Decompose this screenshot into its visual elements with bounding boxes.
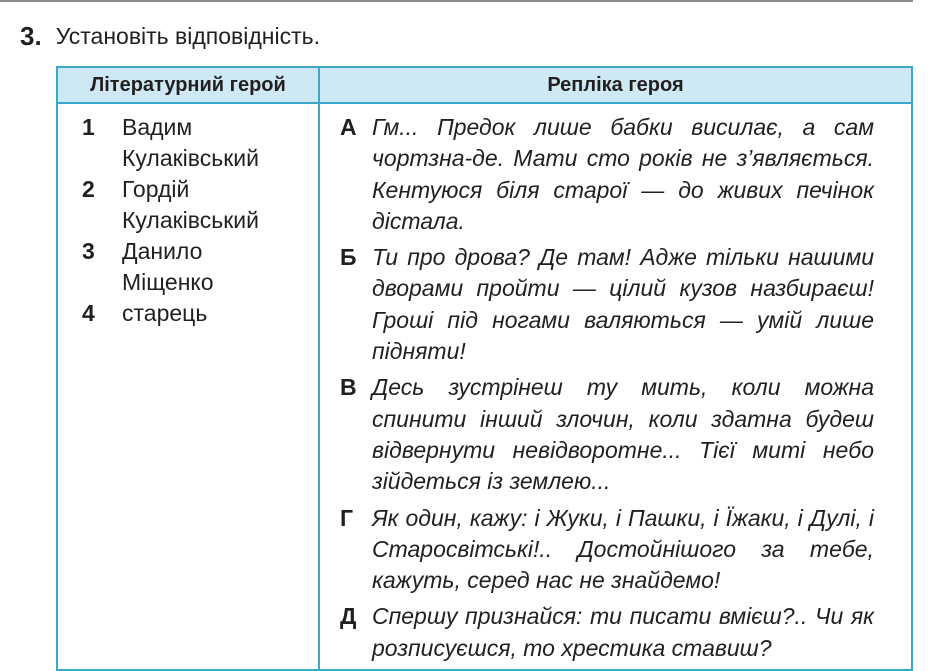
line-text: Ти про дрова? Де там! Адже тільки нашими дворами пройти — цілий кузов назбираєш! Гроші під ногами валяються — умій лише підняти! — [372, 244, 874, 365]
header-hero: Літературний герой — [57, 67, 319, 103]
hero-item — [82, 298, 318, 329]
hero-name: старець — [122, 300, 208, 326]
line-text: Гм... Предок лише бабки висилає, а сам чортзна-де. Мати сто років не з’являється. Кентуюся біля старої — до живих печінок дістала. — [372, 114, 874, 234]
line-item — [340, 601, 911, 664]
line-item — [340, 112, 911, 237]
line-letter: Г — [340, 504, 354, 531]
table-body-row — [57, 103, 912, 670]
line-letter: Д — [340, 603, 357, 630]
hero-item — [82, 112, 318, 174]
matching-table — [56, 66, 913, 671]
hero-item — [82, 174, 318, 236]
line-item — [340, 242, 911, 367]
heroes-column — [57, 103, 319, 670]
line-letter: Б — [340, 244, 357, 271]
task-prompt: Установіть відповідність. — [55, 22, 321, 49]
line-text: Спершу признайся: ти писати вмієш?.. Чи як розписуєшся, то хрестика ставиш? — [372, 603, 874, 661]
hero-name: Гордій Кулаківський — [122, 176, 259, 233]
heroes-list — [58, 104, 318, 329]
table-header-row — [57, 67, 912, 103]
line-text: Як один, кажу: і Жуки, і Пашки, і Їжаки, і Дулі, і Старосвітські!.. Достойнішого за тебе, кажуть, серед нас не знайдемо! — [372, 504, 874, 594]
line-item — [340, 372, 911, 497]
lines-column — [319, 103, 912, 670]
task-heading — [20, 20, 320, 52]
hero-number: 3 — [82, 238, 95, 264]
hero-item — [82, 236, 318, 298]
hero-number: 1 — [82, 114, 95, 140]
line-text: Десь зустрінеш ту мить, коли можна спинити інший злочин, коли здатна будеш відвернути невідворотне... Тієї миті небо зійдеться із землею... — [372, 374, 874, 495]
lines-list — [320, 104, 911, 664]
hero-name: Вадим Кулаківський — [122, 114, 259, 171]
task-number: 3. — [20, 20, 42, 51]
hero-number: 4 — [82, 300, 95, 326]
line-letter: В — [340, 374, 357, 401]
hero-name: Данило Міщенко — [122, 238, 214, 295]
top-divider — [0, 0, 913, 2]
hero-number: 2 — [82, 176, 95, 202]
line-item — [340, 503, 911, 597]
line-letter: А — [340, 114, 357, 140]
header-line: Репліка героя — [319, 67, 912, 103]
